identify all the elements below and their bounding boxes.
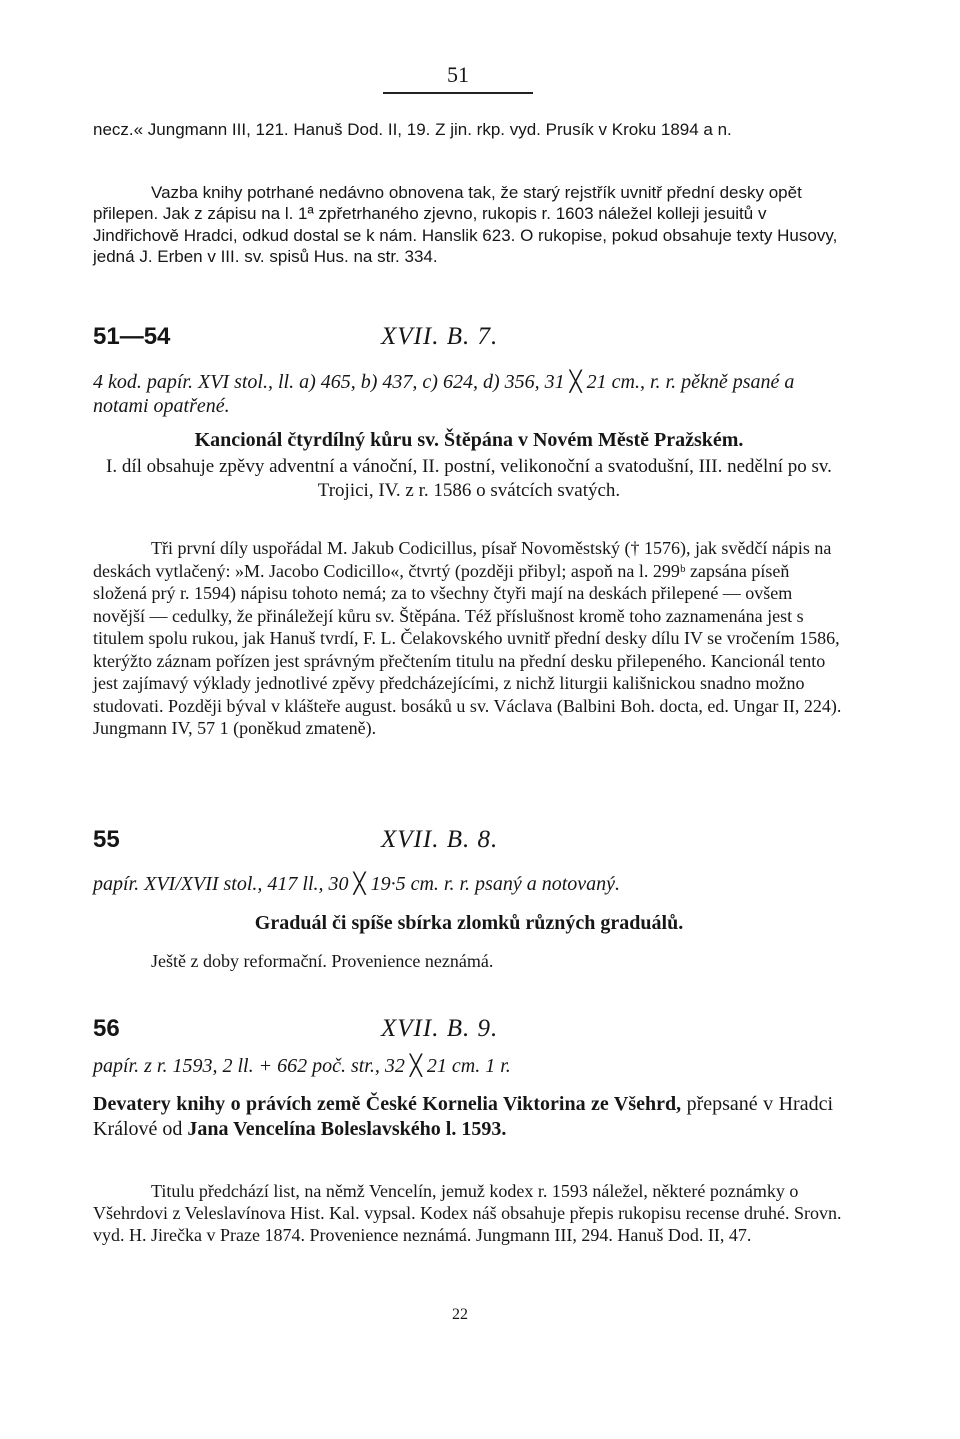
entry-text: Tři první díly uspořádal M. Jakub Codicillus, písař Novoměstský († 1576), jak svědčí nápis na deskách vytlačený: »M. Jacobo Codicillo«, čtvrtý (později přibyl; aspoň na l. 299ᵇ zapsána píseň složená prý r. 1594) nápisu tohoto nemá; za to všechny čtyři mají na deskách přilepené — ovšem novější — cedulky, že přináležejí kůru sv. Štěpána. Též příslušnost kromě toho zaznamenána jest s titulem spolu rukou, jak Hanuš tvrdí, F. L. Čelakovského uvnitř přední desky dílu IV se vročením 1586, kterýžto záznam pořízen jest správným přečtením titulu na přední desku přilepeného. Kancionál tento jest zajímavý výklady jednotlivé zpěvy předcházejícími, z nichž liturgii kališnickou snadno možno studovati. Později býval v klášteře august. bosáků u sv. Václava (Balbini Boh. docta, ed. Ungar II, 224). Jungmann IV, 57 1 (poněkud zmateně).	[93, 538, 842, 738]
entry-title-part: Jana Vencelína Boleslavského l. 1593.	[187, 1118, 507, 1140]
entry-title: Graduál či spíše sbírka zlomků různých graduálů.	[254, 912, 684, 934]
entry-number: 51—54	[93, 323, 171, 350]
entry-title	[93, 1092, 833, 1142]
entry-title-part: přepsané v Hradci Králové od	[93, 1093, 833, 1140]
entry-title: Kancionál čtyrdílný kůru sv. Štěpána v Novém Městě Pražském.	[194, 429, 744, 451]
entry-signature: XVII. B. 7.	[381, 323, 499, 350]
intro-continuation: necz.« Jungmann III, 121. Hanuš Dod. II, 19. Z jin. rkp. vyd. Prusík v Kroku 1894 a n.	[93, 120, 732, 139]
entry-header	[93, 1015, 853, 1047]
entry-text: Ještě z doby reformační. Provenience neznámá.	[151, 951, 494, 971]
footer-signature: 22	[452, 1306, 468, 1323]
page-number: 51	[447, 62, 469, 87]
entry-description: 4 kod. papír. XVI stol., ll. a) 465, b) 437, c) 624, d) 356, 31 ╳ 21 cm., r. r. pěkně psané a notami opatřené.	[93, 371, 795, 417]
entry-number: 55	[93, 826, 120, 853]
entry-header	[93, 323, 853, 355]
page-number-rule	[383, 92, 533, 94]
entry-description: papír. XVI/XVII stol., 417 ll., 30 ╳ 19·5 cm. r. r. psaný a notovaný.	[93, 873, 621, 895]
entry-description: papír. z r. 1593, 2 ll. + 662 pоč. str., 32 ╳ 21 cm. 1 r.	[93, 1055, 511, 1077]
entry-signature: XVII. B. 8.	[381, 826, 499, 853]
entry-header	[93, 826, 853, 858]
intro-paragraph: Vazba knihy potrhané nedávno obnovena tak, že starý rejstřík uvnitř přední desky opět přilepen. Jak z zápisu na l. 1ª zpřetrhaného zjevno, rukopis r. 1603 náležel kolleji jesuitů v Jindřichově Hradci, odkud dostal se k nám. Hanslik 623. O rukopise, pokud obsahuje texty Husovy, jedná J. Erben v III. sv. spisů Hus. na str. 334.	[93, 183, 838, 267]
entry-text: Titulu předchází list, na němž Vencelín, jemuž kodex r. 1593 náležel, některé poznámky o Všehrdovi z Veleslavínova Hist. Kal. vypsal. Kodex náš obsahuje přepis rukopisu recense druhé. Srovn. vyd. H. Jirečka v Praze 1874. Provenience neznámá. Jungmann III, 294. Hanuš Dod. II, 47.	[93, 1181, 842, 1245]
entry-title-part: Devatery knihy o právích země České Kornelia Viktorina ze Všehrd,	[93, 1093, 682, 1115]
entry-number: 56	[93, 1015, 120, 1042]
entry-signature: XVII. B. 9.	[381, 1015, 499, 1042]
entry-subtitle: I. díl obsahuje zpěvy adventní a vánoční, II. postní, velikonoční a svatodušní, III. nedělní po sv. Trojici, IV. z r. 1586 o svátcích svatých.	[106, 456, 832, 501]
